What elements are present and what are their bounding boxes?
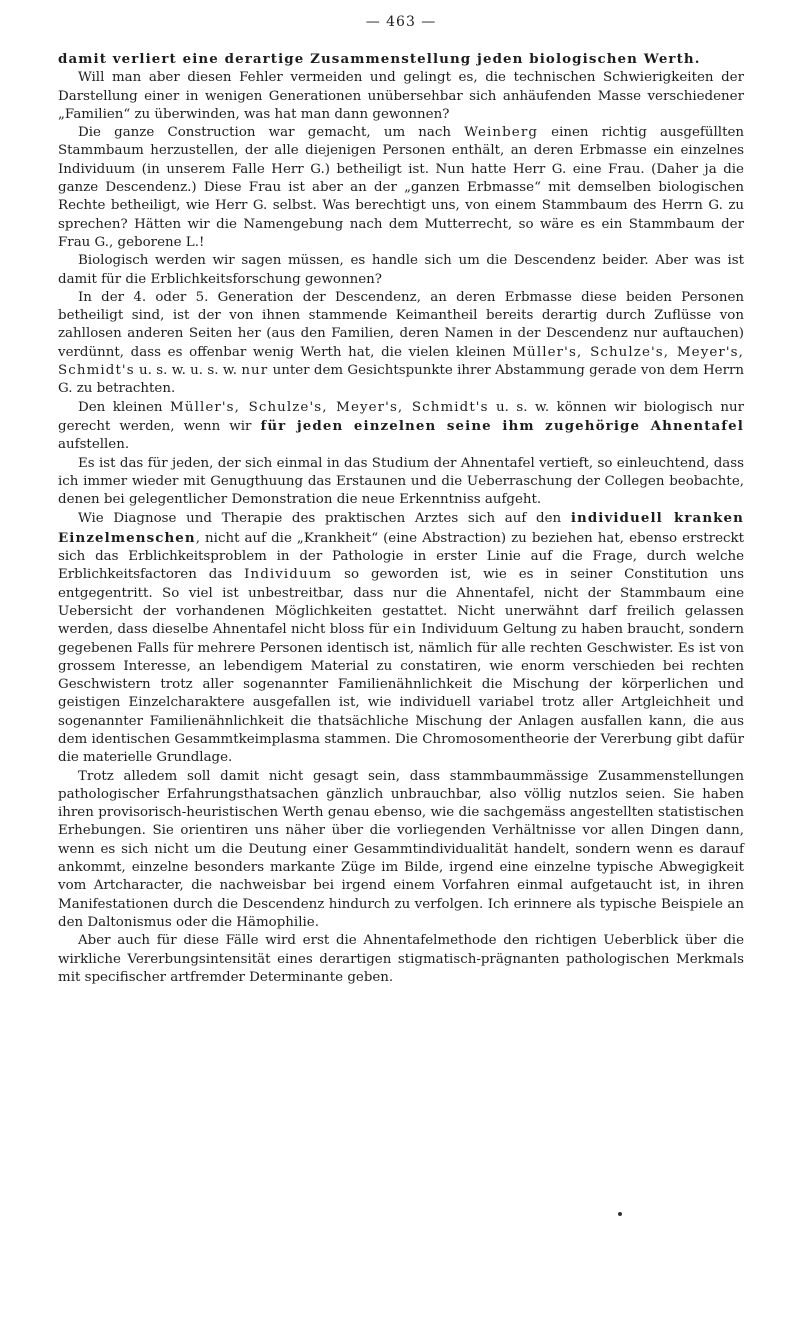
paragraph: [58, 768, 744, 933]
speck-mark: [618, 1212, 622, 1216]
text-run: aufstellen.: [58, 437, 130, 453]
emphasized-text: ein: [392, 622, 418, 638]
text-run: Biologisch werden wir sagen müssen, es handle sich um die Descendenz beider. Aber was ist damit für die Erblichkeitsforschung gewonnen?: [58, 253, 744, 287]
emphasized-text: nur: [241, 363, 269, 379]
emphasized-text: für jeden einzelnen seine ihm zugehörige Ahnentafel: [260, 417, 744, 434]
emphasized-text: Individuum: [244, 567, 333, 583]
text-run: u. s. w. können wir biologisch nur gerecht werden, wenn wir: [58, 399, 744, 434]
emphasized-text: Weinberg: [464, 125, 538, 141]
text-run: Wie Diagnose und Therapie des praktischen Arztes sich auf den: [78, 511, 571, 527]
emphasized-text: individuell kranken Einzelmenschen: [58, 510, 744, 546]
text-run: In der 4. oder 5. Generation der Descendenz, an deren Erbmasse diese beiden Personen betheiligt sind, ist der von ihnen stammende Keimantheil bereits derartig durch Zuflüsse von zahllosen anderen Seiten her (aus den Familien, deren Namen in der Descendenz nur auftauchen) verdünnt, dass es offenbar wenig Werth hat, die vielen kleinen: [58, 289, 744, 360]
text-run: u. s. w. u. s. w.: [134, 363, 242, 379]
paragraph: [58, 455, 744, 510]
text-run: unter dem Gesichtspunkte ihrer Abstammung gerade von dem Herrn G. zu betrachten.: [58, 363, 744, 397]
paragraph: [58, 252, 744, 289]
paragraph: [58, 124, 744, 252]
text-run: so geworden ist, wie es in seiner Constitution uns entgegentritt. So viel ist unbestreitbar, dass nur die Ahnentafel, nicht der Stammbaum eine Uebersicht der vorhandenen Möglichkeiten gestattet. Nicht unerwähnt darf freilich gelassen werden, dass dieselbe Ahnentafel nicht bloss für: [58, 567, 744, 638]
text-run: Die ganze Construction war gemacht, um nach: [78, 125, 465, 141]
paragraph: [58, 399, 744, 455]
paragraph: [58, 509, 744, 767]
emphasized-text: Müller's, Schulze's, Meyer's, Schmidt's: [58, 344, 745, 379]
paragraph: [58, 69, 744, 124]
text-run: Individuum Geltung zu haben braucht, sondern gegebenen Falls für mehrere Personen identisch ist, nämlich für alle rechten Geschwister. Es ist von grossem Interesse, an lebendigem Material zu constatiren, wie enorm verschieden bei rechten Geschwistern trotz aller sogenannter Familienähnlichkeit die Mischung der körperlichen und geistigen Einzelcharaktere ausgefallen ist, wie individuell variabel trotz aller Artgleichheit und sogenannter Familienähnlichkeit die thatsächliche Mischung der Anlagen ausfallen kann, die aus dem identischen Gesammtkeimplasma stammen. Die Chromosomentheorie der Vererbung gibt dafür die materielle Grundlage.: [58, 622, 744, 766]
paragraph: [58, 932, 744, 987]
emphasized-text: Müller's, Schulze's, Meyer's, Schmidt's: [170, 399, 489, 415]
page-number: — 463 —: [365, 14, 437, 30]
text-run: Will man aber diesen Fehler vermeiden und gelingt es, die technischen Schwierigkeiten der Darstellung einer in wenigen Generationen unübersehbar sich anhäufenden Masse verschiedener „Familien“ zu überwinden, was hat man dann gewonnen?: [58, 70, 744, 122]
emphasized-text: damit verliert eine derartige Zusammenstellung jeden biologischen Werth.: [58, 51, 701, 67]
text-run: , nicht auf die „Krankheit“ (eine Abstraction) zu beziehen hat, ebenso erstreckt sich das Erblichkeitsproblem in der Pathologie in erster Linie auf die Frage, durch welche Erblichkeitsfactoren das: [58, 530, 744, 583]
text-run: einen richtig ausgefüllten Stammbaum herzustellen, der alle diejenigen Personen enthält, an deren Erbmasse ein einzelnes Individuum (in unserem Falle Herr G.) betheiligt ist. Nun hatte Herr G. eine Frau. (Daher ja die ganze Descendenz.) Diese Frau ist aber an der „ganzen Erbmasse“ mit demselben biologischen Rechte betheiligt, wie Herr G. selbst. Was berechtigt uns, von einem Stammbaum des Herrn G. zu sprechen? Hätten wir die Namengebung nach dem Mutterrecht, so wäre es ein Stammbaum der Frau G., geborene L.!: [58, 125, 744, 250]
body-text: [58, 50, 744, 987]
text-run: Den kleinen: [78, 399, 171, 415]
paragraph: [58, 289, 744, 399]
text-run: Trotz alledem soll damit nicht gesagt sein, dass stammbaummässige Zusammenstellungen pathologischer Erfahrungsthatsachen gänzlich unbrauchbar, also völlig nutzlos seien. Sie haben ihren provisorisch-heuristischen Werth genau ebenso, wie die sachgemäss angestellten statistischen Erhebungen. Sie orientiren uns näher über die vorliegenden Verhältnisse vor allen Dingen dann, wenn es sich nicht um die Deutung einer Gesammtindividualität handelt, sondern wenn es darauf ankommt, einzelne besonders markante Züge im Bilde, irgend eine einzelne typische Abwegigkeit vom Artcharacter, die nachweisbar bei irgend einem Vorfahren einmal aufgetaucht ist, in ihren Manifestationen durch die Descendenz hindurch zu verfolgen. Ich erinnere als typische Beispiele an den Daltonismus oder die Hämophilie.: [58, 768, 744, 930]
paragraph: [58, 50, 744, 69]
text-run: Es ist das für jeden, der sich einmal in das Studium der Ahnentafel vertieft, so einleuchtend, dass ich immer wieder mit Genugthuung das Erstaunen und die Ueberraschung der Collegen beobachte, denen bei gelegentlicher Demonstration die neue Erkenntniss aufgeht.: [58, 455, 744, 508]
text-run: Aber auch für diese Fälle wird erst die Ahnentafelmethode den richtigen Ueberblick über die wirkliche Vererbungsintensität eines derartigen stigmatisch-prägnanten pathologischen Merkmals mit specifischer artfremder Determinante geben.: [58, 933, 744, 985]
